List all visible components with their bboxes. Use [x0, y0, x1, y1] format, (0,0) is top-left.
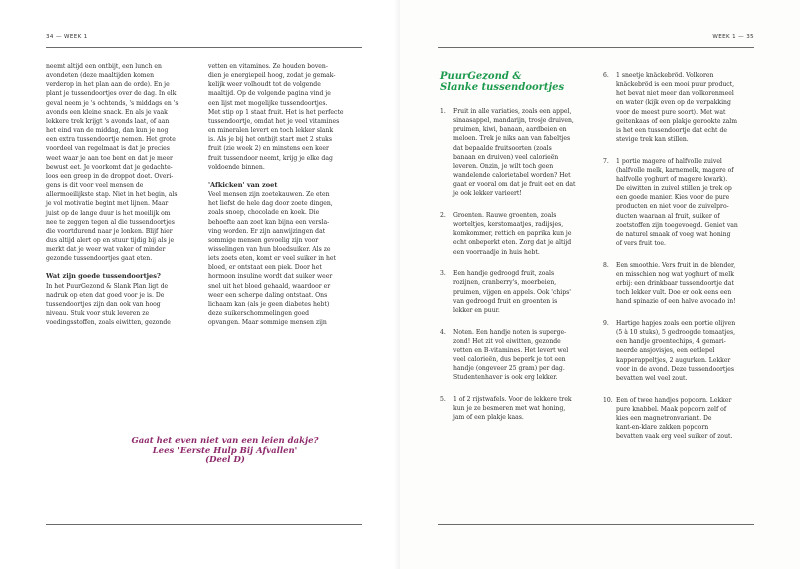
text-line: leveren. Onzin, je wilt toch geen [453, 162, 554, 170]
text-line: Veel mensen zijn zoetekauwen. Ze eten [208, 191, 330, 199]
text-line: niveau. Stuk voor stuk leveren ze [46, 310, 150, 318]
text-line: nadruk op eten dat goed voor je is. De [46, 291, 165, 299]
text-line: of vers fruit toe. [616, 240, 666, 248]
text-line: pure knabbel. Maak popcorn zelf of [616, 405, 727, 413]
text-line: neerde ansjovisjes, een eetlepel [616, 347, 715, 355]
text-line: jam of een plakje kaas. [453, 414, 524, 422]
left-col2-paragraph-2 [208, 190, 364, 327]
snack-item-number: 4. [440, 328, 446, 336]
text-line: tussendoortjes zijn dan ook van hoog [46, 300, 161, 308]
text-line: behoefte aan zoet kan bijna een versla- [208, 218, 330, 226]
text-line: banaan en druiven) veel calorieën [453, 153, 559, 161]
text-line: is het een tussendoortje dat echt de [616, 126, 727, 134]
text-line: halfvolle yoghurt of magere kwark). [616, 176, 728, 183]
callout-eerste-hulp [100, 437, 350, 466]
snack-item-number: 9. [603, 319, 609, 327]
snack-item-text [453, 269, 571, 315]
text-line: Fruit in alle variaties, zoals een appel, [453, 108, 572, 115]
text-line: stevige trek kan stillen. [616, 136, 689, 144]
text-line: is. Als je bij het ontbijt start met 2 stuks [208, 136, 332, 144]
text-line: gens is dit voor veel mensen de [46, 182, 144, 190]
text-line: avondeten (deze maaltijden komen [46, 72, 155, 80]
snack-item-text [453, 395, 572, 422]
text-line: tussendoortje, omdat het je veel vitamines [208, 117, 340, 125]
text-line: lekker en puur. [453, 306, 500, 314]
snacks-heading-line-2: Slanke tussendoortjes [440, 82, 565, 93]
text-line: voordeel van regelmaat is dat je precies [46, 145, 170, 153]
text-line: 1 portie magere of halfvolle zuivel [616, 157, 722, 165]
snack-item-text [616, 396, 732, 442]
text-line: merkt dat je weer wat vaker of minder [46, 246, 166, 254]
text-line: In het PuurGezond & Slank Plan ligt de [46, 282, 169, 290]
text-line: zond! Het zit vol eiwitten, gezonde [453, 337, 561, 345]
text-line: kun je ze besmeren met wat honing, [453, 405, 566, 413]
text-line: plant je tussendoortjes over de dag. In elk [46, 90, 177, 98]
left-top-rule [46, 47, 362, 48]
left-col1-paragraph-2 [46, 282, 198, 328]
text-line: opvangen. Maar sommige mensen zijn [208, 319, 327, 327]
left-col1-paragraph [46, 62, 198, 263]
text-line: Een handje gedroogd fruit, zoals [453, 270, 555, 278]
subhead-afkicken-zoet: 'Afkicken' van zoet [208, 180, 278, 189]
right-bottom-rule [438, 524, 754, 525]
callout-line-1: Gaat het even niet van een leien dakje? [131, 436, 319, 446]
text-line: het bevat niet meer dan volkorenmeel [616, 90, 734, 98]
text-line: pruimen, vijgen en appels. Ook 'chips' [453, 288, 571, 296]
text-line: een goede manier. Kies voor de pure [616, 194, 730, 202]
text-line: vetten en B-vitamines. Het levert wel [453, 346, 569, 354]
snacks-heading-line-1: PuurGezond & [440, 71, 522, 82]
snack-item-number: 1. [440, 108, 446, 115]
text-line: lichaam kan (als je geen diabetes hebt) [208, 300, 330, 308]
snack-item-number: 6. [603, 72, 609, 79]
snack-list-item [603, 71, 763, 144]
text-line: dus altijd alert op en stuur tijdig bij als je [46, 236, 175, 244]
text-line: Met stip op 1 staat fruit. Het is het perfecte [208, 108, 344, 116]
text-line: neemt altijd een ontbijt, een lunch en [46, 63, 162, 70]
text-line: (halfvolle melk, karnemelk, magere of [616, 166, 734, 174]
text-line: pruimen, kiwi, banaan, aardbeien en [453, 126, 567, 134]
snack-list-item [440, 269, 600, 315]
text-line: bewust eet. Je voorkomt dat je gedachte- [46, 163, 173, 171]
subhead-goede-tussendoortjes: Wat zijn goede tussendoortjes? [46, 272, 161, 281]
text-line: Een of twee handjes popcorn. Lekker [616, 396, 732, 404]
snack-list-item [440, 107, 600, 199]
text-line: avonds een kleine snack. En als je vaak [46, 108, 168, 116]
text-line: het eind van de middag, dan kun je nog [46, 127, 169, 135]
text-line: dat bepaalde fruitsoorten (zoals [453, 144, 552, 152]
snack-item-text [616, 261, 736, 307]
text-line: een voorraadje in huis hebt. [453, 248, 540, 256]
snack-list-item [603, 319, 763, 383]
callout-line-3: (Deel D) [205, 455, 245, 466]
text-line: kapperappeltjes, 2 augurken. Lekker [616, 356, 731, 364]
snack-list-item [440, 395, 600, 422]
snack-item-number: 8. [603, 261, 609, 269]
text-line: en water (kijk even op de verpakking [616, 99, 731, 107]
text-line: rozijnen, cranberry's, moerbeien, [453, 279, 557, 287]
text-line: fruit tussendoor neemt, krijg je elke dag [208, 154, 333, 162]
text-line: voldoende binnen. [208, 163, 265, 171]
left-column-2 [208, 62, 364, 327]
snacks-heading [440, 71, 564, 93]
text-line: geitenkaas of een plakje gerookte zalm [616, 117, 738, 125]
text-line: echt onbeperkt eten. Zorg dat je altijd [453, 239, 572, 247]
snack-item-number: 3. [440, 270, 446, 278]
snack-list-item [603, 157, 763, 249]
text-line: je vol motivatie begint met lijnen. Maar [46, 200, 169, 208]
text-line: Groenten. Rauwe groenten, zoals [453, 212, 557, 219]
snack-list-item [440, 328, 600, 383]
text-line: kelijk weer volhoudt tot de volgende [208, 81, 321, 89]
text-line: hormoon insuline wordt dat suiker weer [208, 273, 333, 281]
text-line: weet waar je aan toe bent en dat je meer [46, 154, 173, 162]
snack-item-number: 2. [440, 212, 446, 219]
text-line: bevatten wel veel zout. [616, 374, 688, 382]
text-line: 1 of 2 rijstwafels. Voor de lekkere trek [453, 395, 572, 403]
text-line: maaltijd. Op de volgende pagina vind je [208, 90, 331, 98]
text-line: geval neem je 's ochtends, 's middags en 's [46, 99, 179, 107]
text-line: Hartige hapjes zoals een portie olijven [616, 319, 736, 327]
text-line: een handje groentechips, 4 gemari- [616, 338, 726, 346]
left-bottom-rule [46, 524, 362, 525]
text-line: handje (ongeveer 25 gram) per dag. [453, 365, 565, 373]
snack-item-text [616, 157, 738, 249]
text-line: komkommer, rettich en paprika kun je [453, 230, 572, 238]
text-line: gezonde tussendoortjes gaat eten. [46, 255, 153, 263]
text-line: veel calorieën, dus beperk je tot een [453, 355, 566, 363]
text-line: erbij: een drinkbaar tussendoortje dat [616, 280, 734, 287]
snack-item-number: 7. [603, 157, 609, 165]
text-line: sommige mensen gevoelig zijn voor [208, 236, 319, 244]
text-line: knäckebröd is een mooi puur product, [616, 81, 735, 89]
snack-item-text [453, 107, 575, 199]
text-line: Noten. Een handje noten is superge- [453, 328, 567, 336]
text-line: bloed, er ontstaat een piek. Door het [208, 264, 322, 272]
text-line: snel uit het bloed gehaald, waardoor er [208, 282, 331, 290]
snack-list-item [440, 211, 600, 257]
text-line: zoals snoep, chocolade en koek. Die [208, 209, 320, 217]
text-line: deze suikerschommelingen goed [208, 310, 310, 318]
right-page-header: WEEK 1 — 35 [712, 34, 754, 40]
text-line: dien je energiepeil hoog, zodat je gemak- [208, 72, 336, 80]
text-line: verderop in het plan aan de orde). En je [46, 81, 170, 89]
text-line: producten en niet voor de zuivelpro- [616, 203, 729, 211]
text-line: Studentenhaver is ook erg lekker. [453, 374, 558, 382]
text-line: Een smoothie. Vers fruit in de blender, [616, 261, 736, 269]
left-col2-paragraph [208, 62, 364, 172]
snack-item-number: 10. [603, 396, 613, 404]
text-line: ducten waaraan al fruit, suiker of [616, 212, 720, 220]
text-line: 1 sneetje knäckebröd. Volkoren [616, 72, 714, 79]
text-line: voedingsstoffen, zoals eiwitten, gezonde [46, 319, 171, 327]
left-page-header: 34 — WEEK 1 [46, 34, 88, 40]
text-line: (5 à 10 stuks), 5 gedroogde tomaatjes, [616, 329, 736, 337]
text-line: de naturel smaak of voeg wat honing [616, 230, 731, 238]
text-line: lekkere trek krijgt 's avonds laat, of aan [46, 117, 170, 125]
text-line: sinaasappel, mandarijn, trosje druiven, [453, 117, 574, 125]
text-line: wisselingen van hun bloedsuiker. Als ze [208, 245, 331, 253]
text-line: en misschien nog wat yoghurt of melk [616, 270, 734, 278]
text-line: iets zoets eten, komt er veel suiker in het [208, 255, 336, 263]
snack-item-text [453, 328, 568, 383]
text-line: en mineralen levert en toch lekker slank [208, 127, 334, 135]
text-line: fruit (zie week 2) en minstens een keer [208, 145, 329, 153]
text-line: vetten en vitamines. Ze houden boven- [208, 63, 328, 70]
callout-line-2: Lees 'Eerste Hulp Bij Afvallen' [152, 445, 298, 456]
text-line: zoetstoffen zijn toegevoegd. Geniet van [616, 221, 738, 229]
text-line: kies een magnetronvariant. De [616, 414, 712, 422]
text-line: loos een greep in de droppot doet. Overi- [46, 172, 174, 180]
text-line: worteltjes, kerstomaatjes, radijsjes, [453, 221, 564, 229]
snack-list-item [603, 396, 763, 442]
text-line: ving worden. Er zijn aanwijzingen dat [208, 227, 326, 235]
text-line: het liefst de hele dag door zoete dingen, [208, 200, 333, 208]
text-line: wandelende calorietabel worden? Het [453, 172, 571, 180]
snack-item-text [616, 71, 737, 144]
text-line: van gedroogd fruit en groenten is [453, 297, 558, 305]
text-line: je ook lekker varieert! [453, 190, 522, 198]
snack-item-text [453, 211, 571, 257]
text-line: weer een scherpe daling ontstaat. Ons [208, 291, 328, 299]
text-line: hand spinazie of een halve avocado in! [616, 298, 736, 306]
text-line: voor in de avond. Deze tussendoortjes [616, 365, 734, 373]
text-line: voor de meest pure soort). Met wat [616, 108, 726, 116]
snack-item-text [616, 319, 735, 383]
right-top-rule [438, 47, 754, 48]
left-column-1 [46, 62, 198, 327]
text-line: een lijst met mogelijke tussendoortjes. [208, 99, 328, 107]
text-line: juist op de lange duur is het moeilijk om [46, 209, 171, 217]
text-line: bevatten vaak erg veel suiker of zout. [616, 433, 733, 441]
text-line: meloen. Trek je niks aan van fabeltjes [453, 135, 571, 143]
text-line: allermoeilijkste stap. Niet in het begin, als [46, 191, 178, 199]
text-line: een extra tussendoortje nemen. Het grote [46, 136, 176, 144]
text-line: toch lekker vult. Doe er ook eens een [616, 289, 732, 297]
snack-item-number: 5. [440, 395, 446, 403]
text-line: kant-en-klare zakken popcorn [616, 423, 709, 431]
text-line: nee te zeggen tegen al die tussendoortjes [46, 218, 175, 226]
text-line: De eiwitten in zuivel stillen je trek op [616, 185, 732, 193]
text-line: die voortdurend naar je lonken. Blijf hier [46, 227, 173, 235]
snack-list-item [603, 261, 763, 307]
text-line: gaat er vooral om dat je fruit eet en dat [453, 181, 576, 189]
